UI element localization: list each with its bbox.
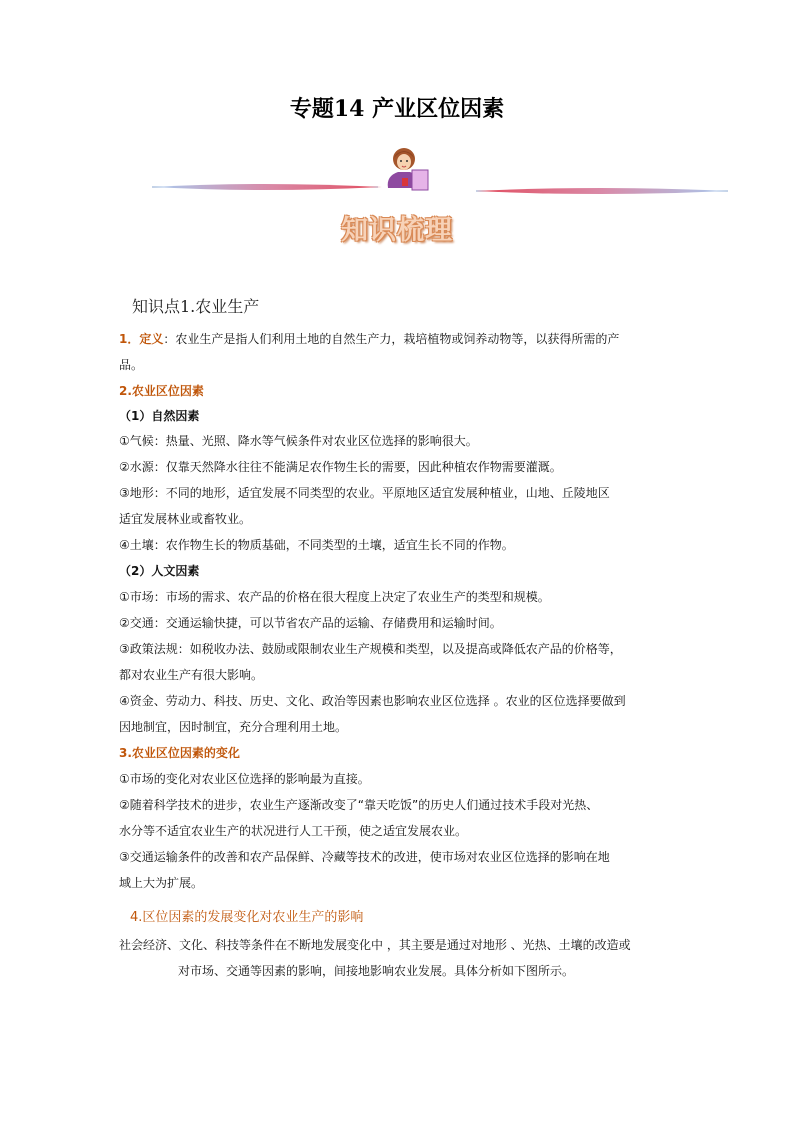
section-3-title: 3.农业区位因素的变化 [119, 746, 240, 760]
section-4-line: 社会经济、文化、科技等条件在不断地发展变化中 ，其主要是通过对地形 、光热、土壤的改造或 [119, 938, 631, 952]
definition-line-cont: 品。 [119, 358, 144, 372]
human-item: 都对农业生产有很大影响。 [119, 668, 264, 682]
human-item: ④资金、劳动力、科技、历史、文化、政治等因素也影响农业区位选择 。农业的区位选择要做到 [119, 694, 626, 708]
human-item: ③政策法规：如税收办法、鼓励或限制农业生产规模和类型，以及提高或降低农产品的价格等， [119, 642, 622, 656]
natural-item: ③地形：不同的地形，适宜发展不同类型的农业。平原地区适宜发展种植业，山地、丘陵地区 [119, 486, 610, 500]
human-item: ①市场：市场的需求、农产品的价格在很大程度上决定了农业生产的类型和规模。 [119, 590, 550, 604]
reader-girl-icon [388, 148, 428, 190]
change-item: ③交通运输条件的改善和农产品保鲜、冷藏等技术的改进，使市场对农业区位选择的影响在地 [119, 850, 610, 864]
natural-item: ④土壤：农作物生长的物质基础，不同类型的土壤，适宜生长不同的作物。 [119, 538, 514, 552]
section-4-title: 4.区位因素的发展变化对农业生产的影响 [130, 910, 364, 925]
left-ribbon [152, 184, 382, 190]
change-item: 水分等不适宜农业生产的状况进行人工干预，使之适宜发展农业。 [119, 824, 468, 838]
change-item: 域上大为扩展。 [119, 876, 204, 890]
human-item: 因地制宜，因时制宜，充分合理利用土地。 [119, 720, 348, 734]
page-title: 专题14 产业区位因素 [289, 96, 505, 122]
definition-line [119, 330, 619, 348]
section-banner-heading: 知识梳理 [341, 215, 453, 246]
decorative-banner [150, 142, 730, 202]
section-4-line: 对市场、交通等因素的影响，间接地影响农业发展。具体分析如下图所示。 [178, 964, 575, 978]
definition-text: ：农业生产是指人们利用土地的自然生产力，栽培植物或饲养动物等，以获得所需的产 [163, 332, 620, 346]
natural-item: ①气候：热量、光照、降水等气候条件对农业区位选择的影响很大。 [119, 434, 478, 448]
natural-item: 适宜发展林业或畜牧业。 [119, 512, 252, 526]
right-ribbon [476, 188, 728, 194]
human-factors-title: （2）人文因素 [119, 564, 200, 578]
natural-item: ②水源：仅靠天然降水往往不能满足农作物生长的需要，因此种植农作物需要灌溉。 [119, 460, 562, 474]
change-item: ②随着科学技术的进步，农业生产逐渐改变了“靠天吃饭”的历史人们通过技术手段对光热、 [119, 798, 599, 812]
natural-factors-title: （1）自然因素 [119, 409, 200, 423]
human-item: ②交通：交通运输快捷，可以节省农产品的运输、存储费用和运输时间。 [119, 616, 502, 630]
section-2-title: 2.农业区位因素 [119, 384, 204, 398]
change-item: ①市场的变化对农业区位选择的影响最为直接。 [119, 772, 370, 786]
knowledge-point-heading: 知识点1.农业生产 [132, 297, 260, 316]
definition-label: 1．定义 [119, 332, 164, 346]
